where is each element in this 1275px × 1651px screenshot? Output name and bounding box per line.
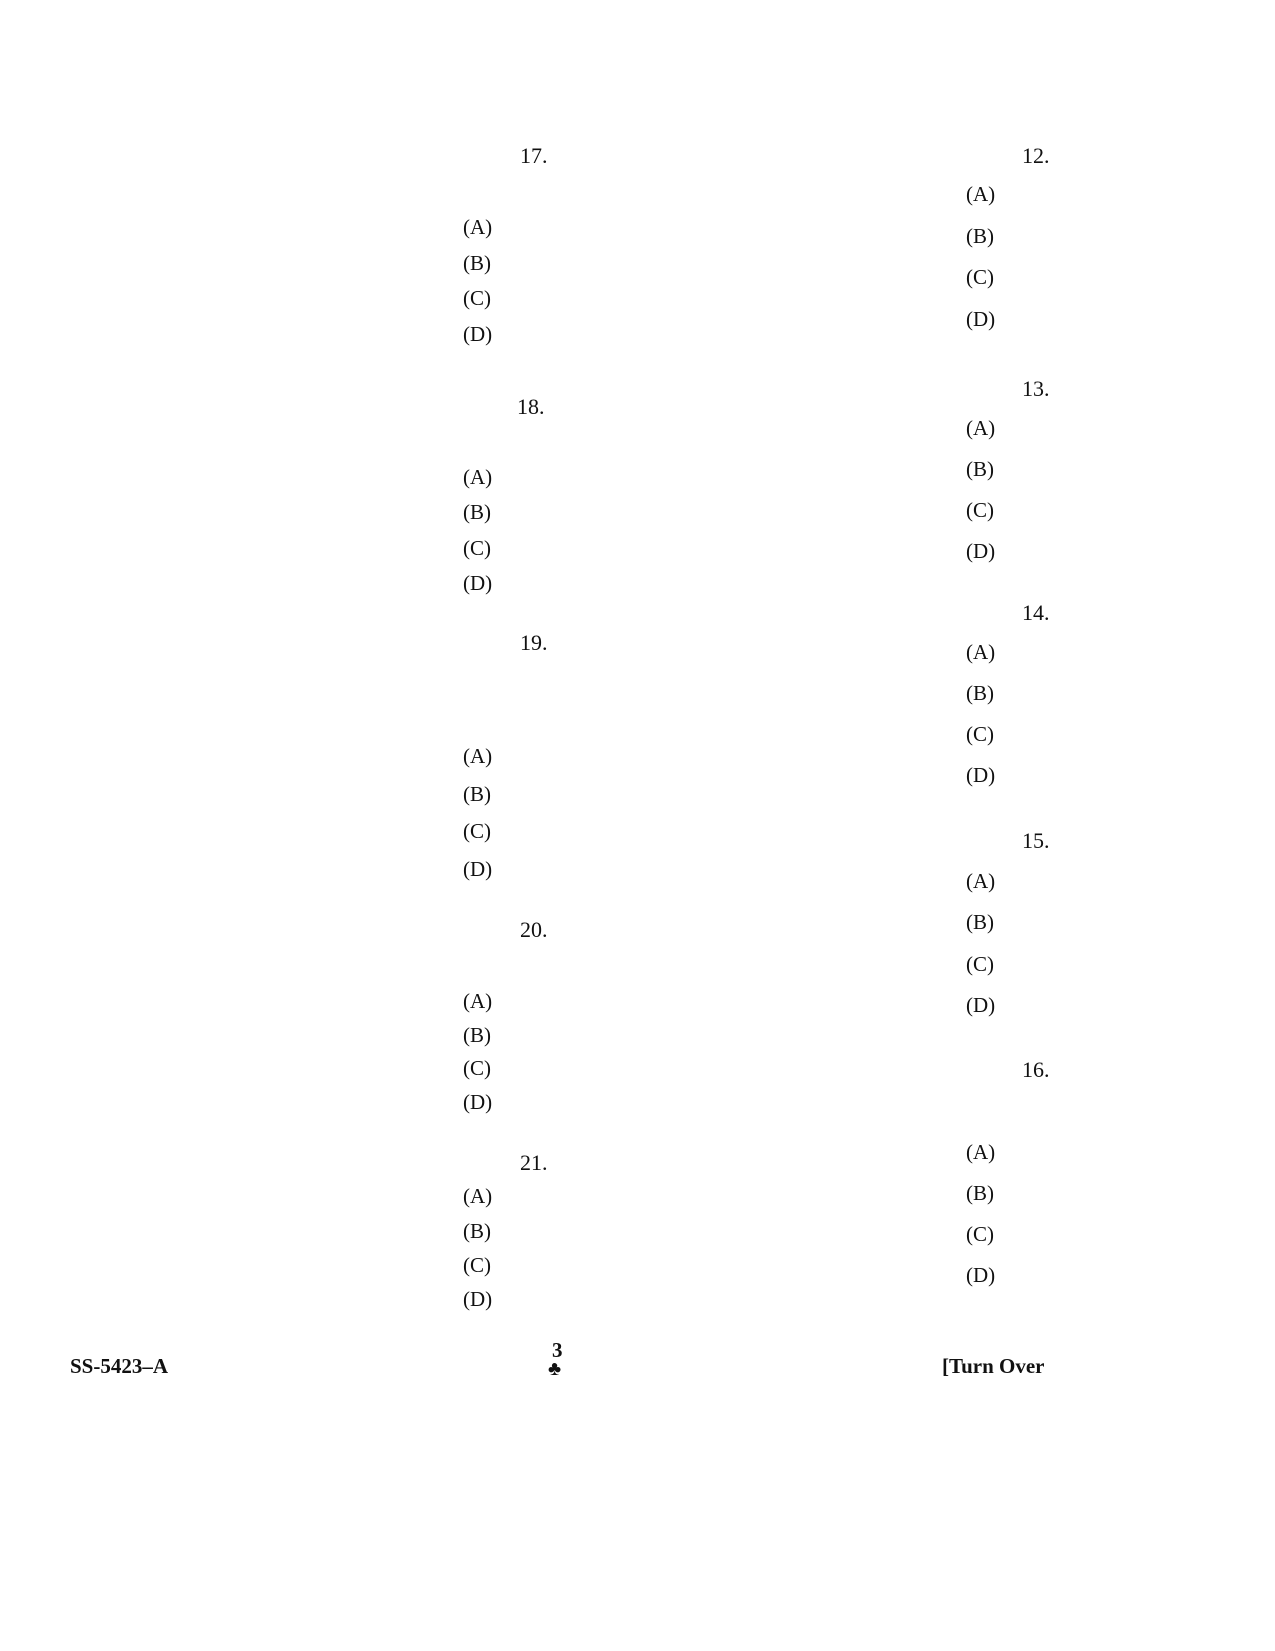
option-label: (A): [463, 1184, 493, 1208]
club-icon: ♣: [548, 1358, 562, 1380]
option-label: (A): [463, 465, 493, 489]
option-label: (A): [463, 215, 493, 239]
option-label: (A): [966, 416, 996, 440]
paper-code: SS-5423–A: [70, 1354, 169, 1378]
option-label: (B): [966, 1181, 994, 1205]
page-number: 3: [552, 1338, 563, 1362]
option-label: (C): [966, 498, 994, 522]
question-number: 16.: [1022, 1057, 1050, 1082]
question-number: 15.: [1022, 828, 1050, 853]
question-number: 18.: [517, 394, 545, 419]
option-label: (C): [463, 536, 491, 560]
option-label: (B): [463, 782, 491, 806]
option-label: (D): [966, 993, 996, 1017]
option-label: (D): [966, 763, 996, 787]
question-number: 19.: [520, 630, 548, 655]
option-label: (C): [966, 265, 994, 289]
option-label: (D): [463, 1090, 493, 1114]
option-label: (B): [463, 1219, 491, 1243]
option-label: (C): [966, 952, 994, 976]
option-label: (D): [463, 1287, 493, 1311]
option-label: (D): [966, 1263, 996, 1287]
option-label: (A): [966, 182, 996, 206]
question-number: 21.: [520, 1150, 548, 1175]
option-label: (D): [966, 539, 996, 563]
option-label: (C): [463, 1253, 491, 1277]
option-label: (D): [463, 571, 493, 595]
option-label: (C): [463, 1056, 491, 1080]
option-label: (D): [966, 307, 996, 331]
question-number: 12.: [1022, 143, 1050, 168]
turn-over-note: [Turn Over: [942, 1354, 1045, 1378]
option-label: (C): [966, 1222, 994, 1246]
question-number: 17.: [520, 143, 548, 168]
option-label: (A): [966, 640, 996, 664]
question-number: 13.: [1022, 376, 1050, 401]
question-number: 20.: [520, 917, 548, 942]
option-label: (D): [463, 857, 493, 881]
option-label: (A): [966, 869, 996, 893]
option-label: (A): [463, 989, 493, 1013]
option-label: (B): [966, 910, 994, 934]
option-label: (C): [966, 722, 994, 746]
option-label: (D): [463, 322, 493, 346]
option-label: (B): [463, 1023, 491, 1047]
option-label: (A): [463, 744, 493, 768]
question-number: 14.: [1022, 600, 1050, 625]
option-label: (A): [966, 1140, 996, 1164]
option-label: (C): [463, 819, 491, 843]
option-label: (B): [966, 457, 994, 481]
option-label: (B): [966, 681, 994, 705]
option-label: (B): [966, 224, 994, 248]
option-label: (B): [463, 500, 491, 524]
option-label: (C): [463, 286, 491, 310]
option-label: (B): [463, 251, 491, 275]
